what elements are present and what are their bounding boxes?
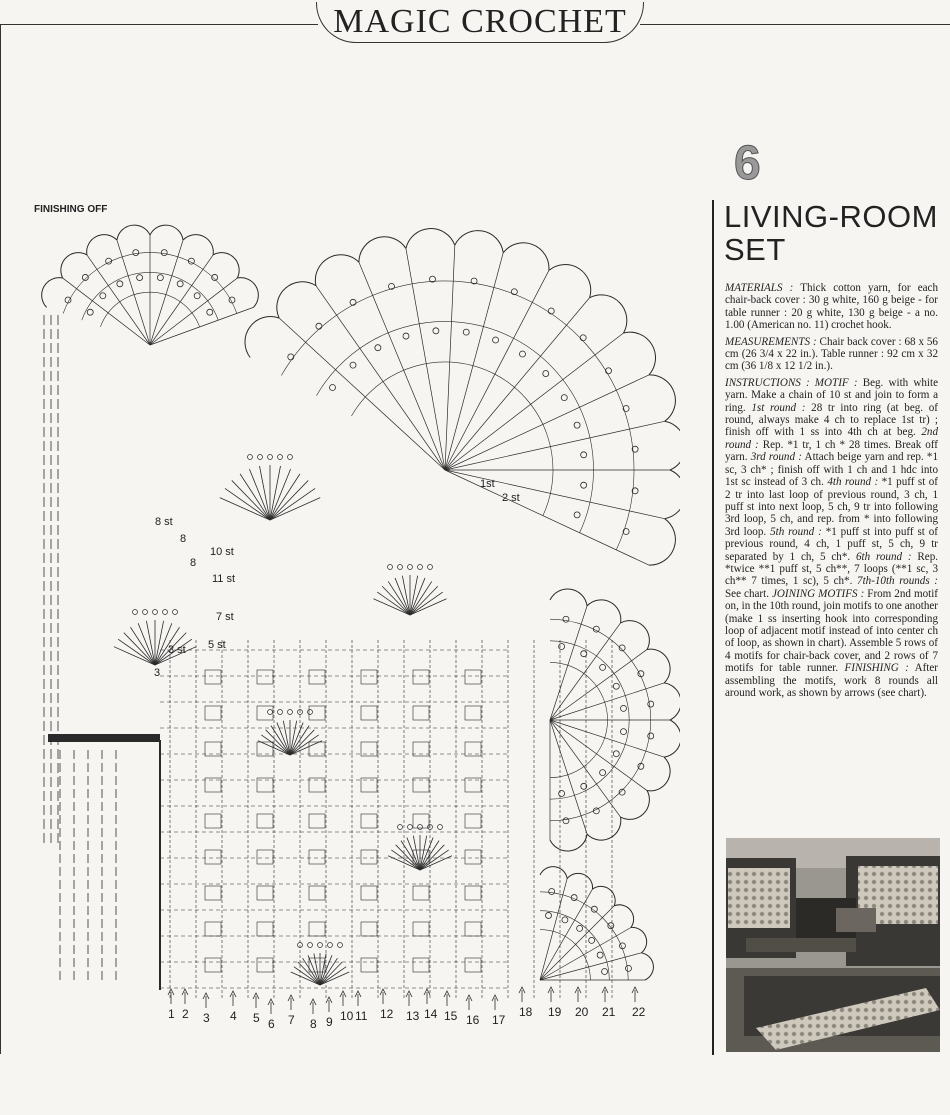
top-left-fan-loop — [137, 275, 143, 281]
top-left-fan-spoke — [150, 307, 253, 345]
crochet-chart — [40, 220, 680, 1040]
top-left-fan-loop — [161, 250, 167, 256]
ladder-block — [205, 958, 221, 972]
column-number: 6 — [268, 1017, 275, 1031]
column-number: 10 — [340, 1009, 354, 1023]
right-fan-bottom-loop — [562, 917, 568, 923]
column-number: 18 — [519, 1005, 533, 1019]
pineapple-center-loop — [428, 565, 433, 570]
top-left-fan-scallop — [61, 253, 87, 278]
round6-label: 6th round : — [855, 550, 912, 563]
top-left-fan-loop — [194, 293, 200, 299]
stitch-count-label: 3 — [154, 667, 161, 679]
materials-text: Thick cotton yarn, for each chair-back cover : 30 g white, 160 g beige - for table runner : 20 g white, 130 g beige - a no. 1.00 (American no. 11) crochet hook. — [725, 282, 939, 332]
large-fan-scallop — [245, 317, 279, 358]
ladder-block — [257, 958, 273, 972]
large-fan-loop — [574, 512, 580, 518]
pineapple-center-loop — [398, 565, 403, 570]
top-left-fan-scallop — [183, 235, 213, 255]
right-fan-bottom-scallop — [614, 905, 633, 928]
pineapple-lower-loop — [418, 825, 423, 830]
right-fan-bottom-spoke — [540, 889, 593, 980]
large-fan-loop — [330, 385, 336, 391]
ladder-block — [257, 850, 273, 864]
section-title-line2: SET — [724, 232, 786, 267]
large-fan-scallop — [624, 332, 656, 375]
ladder-block — [205, 922, 221, 936]
ladder-block — [309, 850, 325, 864]
instructions-paragraph — [725, 377, 938, 700]
right-fan-middle-spoke — [550, 720, 621, 817]
right-fan-middle-loop — [600, 770, 606, 776]
column-number: 21 — [602, 1005, 616, 1019]
round1-text: 28 tr into ring (at beg. of round, always make 4 ch to replace 1st tr) ; finish off with 1 ss into 4th ch at beg. — [725, 401, 938, 439]
ladder-block — [205, 814, 221, 828]
top-left-fan-loop — [207, 309, 213, 315]
ladder-block — [205, 850, 221, 864]
round4-text: *1 puff st of 2 tr into last loop of previous round, 3 ch, 1 puff st into next loop, 5 ch, 9 tr into following 3rd loop, 5 ch, and rep. from * into following 3rd loop. — [725, 476, 938, 538]
large-fan-scallop — [503, 243, 549, 271]
ladder-block — [309, 814, 325, 828]
right-fan-middle-loop — [620, 705, 626, 711]
materials-paragraph — [725, 282, 938, 332]
column-number: 12 — [380, 1007, 394, 1021]
stitch-count-label: 3 st — [168, 644, 186, 656]
pineapple-left-loop — [133, 610, 138, 615]
crochet-chart-diagram — [40, 220, 680, 1040]
ladder-block — [413, 670, 429, 684]
pineapple-mid-loop — [308, 710, 313, 715]
column-number: 11 — [355, 1009, 368, 1023]
ladder-block — [257, 886, 273, 900]
pineapple-center-loop — [418, 565, 423, 570]
column-number: 3 — [203, 1011, 210, 1025]
large-fan-loop — [375, 345, 381, 351]
right-fan-middle-loop — [563, 616, 569, 622]
header-rule-left — [0, 24, 318, 25]
large-fan-loop — [350, 362, 356, 368]
column-rule — [712, 200, 714, 1055]
right-fan-bottom-loop — [577, 925, 583, 931]
stitch-count-label: 1st — [480, 478, 495, 490]
large-fan-spoke — [445, 253, 503, 470]
top-left-fan-spoke — [87, 255, 150, 345]
header-rule-right — [640, 24, 950, 25]
right-fan-bottom-scallop — [641, 953, 653, 980]
pineapple-lower-stitch — [420, 845, 444, 870]
top-left-fan-loop — [100, 293, 106, 299]
pineapple-top-loop — [288, 455, 293, 460]
pineapple-mid-stitch — [266, 730, 290, 755]
pineapple-lower-loop — [438, 825, 443, 830]
right-fan-bottom-loop — [549, 889, 555, 895]
column-number: 8 — [310, 1017, 317, 1031]
large-fan-loop — [581, 482, 587, 488]
top-left-fan-loop — [133, 250, 139, 256]
column-number: 13 — [406, 1009, 420, 1023]
large-fan-spoke — [445, 421, 665, 470]
right-fan-middle-scallop — [621, 791, 650, 820]
stitch-count-label: 11 st — [212, 573, 236, 585]
section-number: 6 — [734, 137, 761, 190]
joining-text: From 2nd motif on, in the 10th round, join motifs to one another (make 1 ss inserting hook into corresponding loop of adjacent motif instead of into center ch of loop, as shown in chart). Assemble 5 rows of 4 motifs for chair-back cover, and 2 rows of 7 motifs for table runner. — [725, 587, 938, 675]
pineapple-top-loop — [258, 455, 263, 460]
ladder-block — [257, 814, 273, 828]
right-fan-middle-scallop — [647, 757, 670, 791]
page-border-left — [0, 24, 1, 1054]
column-number: 19 — [548, 1005, 562, 1019]
magazine-title: MAGIC CROCHET — [316, 2, 644, 43]
ladder-block — [309, 670, 325, 684]
pineapple-mid-loop — [288, 710, 293, 715]
column-number: 22 — [632, 1005, 646, 1019]
right-fan-bottom-loop — [597, 952, 603, 958]
photo-illustration — [726, 838, 940, 1052]
instructions-label: INSTRUCTIONS : MOTIF : — [725, 376, 858, 389]
section-title-line1: LIVING-ROOM — [724, 199, 938, 234]
right-fan-middle-loop — [620, 729, 626, 735]
stitch-count-label: 8 st — [155, 516, 173, 528]
right-fan-middle-loop — [648, 701, 654, 707]
chart-label: FINISHING OFF — [34, 204, 108, 215]
pineapple-bottom-loop — [338, 943, 343, 948]
ladder-block — [465, 886, 481, 900]
large-fan-loop — [574, 422, 580, 428]
pineapple-lower-loop — [408, 825, 413, 830]
pineapple-center-stitch — [382, 586, 410, 615]
pineapple-left-loop — [173, 610, 178, 615]
round6-text: Rep. *twice **1 puff st, 5 ch**, 7 loops (**1 sc, 3 ch** 7 times, 1 sc), 5 ch*. — [725, 550, 939, 588]
measurements-text: Chair back cover : 68 x 56 cm (26 3/4 x 22 in.). Table runner : 92 cm x 32 cm (36 1/8 x 12 1/2 in.). — [725, 335, 938, 373]
large-fan-loop — [493, 337, 499, 343]
right-fan-middle-scallop — [550, 589, 587, 606]
right-fan-middle-scallop — [664, 683, 680, 720]
finishing-text: After assembling the motifs, work 8 rounds all around work, as shown by arrows (see chart). — [725, 662, 938, 699]
large-fan-scallop — [665, 470, 680, 519]
pineapple-left-loop — [163, 610, 168, 615]
large-fan-spoke — [445, 333, 624, 470]
column-number: 5 — [253, 1011, 260, 1025]
large-fan-spoke — [445, 375, 649, 470]
right-fan-middle-scallop — [664, 720, 680, 757]
right-fan-middle-loop — [613, 751, 619, 757]
ladder-block — [361, 670, 377, 684]
large-fan-loop — [520, 351, 526, 357]
large-fan-spoke — [445, 270, 549, 470]
pineapple-bottom-loop — [308, 943, 313, 948]
top-left-fan-scallop — [237, 278, 258, 308]
large-fan-spoke — [445, 470, 649, 565]
stitch-count-label: 2 st — [502, 492, 520, 504]
ladder-block — [413, 886, 429, 900]
column-number: 15 — [444, 1009, 458, 1023]
pineapple-bottom-loop — [328, 943, 333, 948]
column-number: 20 — [575, 1005, 589, 1019]
pineapple-top-loop — [248, 455, 253, 460]
top-left-fan-scallop — [213, 253, 239, 278]
large-fan-loop — [316, 323, 322, 329]
large-fan-scallop — [359, 237, 406, 262]
large-fan-spoke — [406, 248, 445, 470]
column-number: 2 — [182, 1007, 189, 1021]
large-fan-loop — [548, 308, 554, 314]
top-left-fan-scallop — [117, 225, 150, 240]
section-title — [724, 200, 944, 266]
large-fan-ring — [281, 281, 634, 550]
ladder-block — [309, 886, 325, 900]
right-fan-middle-loop — [648, 733, 654, 739]
measurements-paragraph — [725, 336, 938, 373]
top-left-fan-loop — [177, 281, 183, 287]
ladder-block — [465, 958, 481, 972]
pineapple-mid-loop — [278, 710, 283, 715]
column-number: 9 — [326, 1015, 333, 1029]
top-left-fan-spoke — [63, 278, 150, 345]
round3-label: 3rd round : — [750, 451, 802, 464]
large-fan-scallop — [406, 229, 455, 249]
pineapple-mid-stitch — [290, 730, 314, 755]
top-left-fan-loop — [87, 309, 93, 315]
large-fan-ring — [316, 321, 593, 532]
ladder-block — [257, 706, 273, 720]
right-fan-bottom-loop — [545, 912, 551, 918]
round2-text: Rep. *1 tr, 1 ch * 28 times. Break off yarn. — [725, 438, 938, 464]
top-left-fan-spoke — [150, 278, 237, 345]
top-left-fan-spoke — [150, 255, 213, 345]
round5-label: 5th round : — [770, 525, 822, 538]
ladder-block — [361, 922, 377, 936]
right-fan-middle-spoke — [550, 649, 647, 720]
right-fan-middle-spoke — [550, 623, 621, 720]
right-fan-middle-loop — [559, 790, 565, 796]
ladder-block — [205, 886, 221, 900]
right-fan-middle-spoke — [550, 720, 647, 791]
right-fan-bottom-spoke — [540, 928, 631, 981]
large-fan-loop — [543, 371, 549, 377]
large-fan-spoke — [445, 470, 665, 519]
round3-text: Attach beige yarn and rep. *1 sc, 3 ch* ; finish off with 1 ch and 1 hdc into 1st sc instead of 3 ch. — [725, 451, 939, 489]
pineapple-lower-stitch — [396, 845, 420, 870]
instructions-text — [725, 282, 938, 703]
top-left-fan-loop — [212, 274, 218, 280]
ladder-block — [361, 958, 377, 972]
pineapple-top-loop — [278, 455, 283, 460]
pineapple-center-loop — [408, 565, 413, 570]
column-number: 14 — [424, 1007, 438, 1021]
ladder-block — [465, 850, 481, 864]
right-fan-bottom-scallop — [540, 867, 567, 879]
column-number: 16 — [466, 1013, 480, 1027]
stitch-count-label: 7 st — [216, 611, 234, 623]
right-fan-bottom-loop — [602, 969, 608, 975]
large-fan-scallop — [549, 265, 591, 298]
top-left-fan-scallop — [87, 235, 117, 255]
column-number: 4 — [230, 1009, 237, 1023]
ladder-block — [205, 670, 221, 684]
column-number: 1 — [168, 1007, 175, 1021]
materials-label: MATERIALS : — [725, 282, 794, 294]
top-left-fan-loop — [117, 281, 123, 287]
pineapple-left-stitch — [124, 633, 155, 665]
ladder-block — [413, 922, 429, 936]
right-fan-bottom-scallop — [631, 927, 647, 952]
top-left-fan-loop — [157, 275, 163, 281]
large-fan-scallop — [649, 375, 676, 421]
finishing-label: FINISHING : — [844, 662, 909, 675]
large-fan-loop — [403, 333, 409, 339]
large-fan-scallop — [315, 255, 359, 286]
round4-label: 4th round : — [827, 476, 879, 489]
large-fan-scallop — [455, 231, 503, 253]
pineapple-top-loop — [268, 455, 273, 460]
right-fan-middle-scallop — [550, 834, 587, 851]
stitch-count-label: 5 st — [208, 639, 226, 651]
ladder-block — [465, 706, 481, 720]
pineapple-bottom-loop — [318, 943, 323, 948]
joining-label: JOINING MOTIFS : — [771, 587, 865, 600]
large-fan-loop — [561, 395, 567, 401]
large-fan-spoke — [445, 298, 590, 470]
large-fan-loop — [581, 452, 587, 458]
large-fan-loop — [288, 354, 294, 360]
instructions-intro: Beg. with white yarn. Make a chain of 10 st and join to form a ring. — [725, 376, 938, 414]
right-fan-middle-loop — [600, 664, 606, 670]
right-fan-middle-loop — [613, 683, 619, 689]
round7-label: 7th-10th rounds : — [857, 575, 938, 588]
pineapple-bottom-stitch — [320, 962, 342, 985]
ladder-block — [413, 706, 429, 720]
right-fan-bottom-loop — [625, 965, 631, 971]
ladder-block — [413, 850, 429, 864]
large-fan-loop — [433, 328, 439, 334]
top-left-fan-scallop — [42, 278, 63, 308]
pineapple-top-stitch — [270, 480, 308, 520]
ladder-block — [257, 922, 273, 936]
top-left-fan-scallop — [150, 225, 183, 240]
right-fan-bottom-scallop — [567, 873, 592, 889]
pineapple-center-stitch — [410, 586, 438, 615]
ladder-block — [465, 670, 481, 684]
stitch-count-label: 10 st — [210, 546, 234, 558]
pineapple-mid-loop — [268, 710, 273, 715]
edging-band — [48, 734, 160, 742]
round2-label: 2nd round : — [725, 426, 938, 451]
round7-text: See chart. — [725, 587, 772, 600]
column-number: 17 — [492, 1013, 506, 1027]
top-left-fan-loop — [82, 274, 88, 280]
column-number: 7 — [288, 1013, 295, 1027]
ladder-block — [465, 814, 481, 828]
large-fan-scallop — [665, 421, 680, 470]
ladder-block — [413, 814, 429, 828]
right-fan-middle-scallop — [587, 817, 621, 840]
large-fan-spoke — [279, 318, 445, 470]
large-fan-loop — [463, 329, 469, 335]
ladder-block — [309, 706, 325, 720]
large-fan-loop — [606, 368, 612, 374]
large-fan-scallop — [649, 519, 676, 565]
ladder-block — [257, 670, 273, 684]
right-fan-bottom-loop — [589, 937, 595, 943]
right-fan-middle-scallop — [587, 600, 621, 623]
ladder-block — [361, 850, 377, 864]
pineapple-center-loop — [388, 565, 393, 570]
ladder-block — [361, 886, 377, 900]
right-fan-middle-scallop — [621, 621, 650, 650]
pineapple-lower-loop — [398, 825, 403, 830]
large-fan-scallop — [277, 282, 316, 318]
right-fan-middle-loop — [563, 818, 569, 824]
right-fan-middle-loop — [559, 644, 565, 650]
ladder-block — [361, 814, 377, 828]
ladder-block — [465, 922, 481, 936]
pineapple-left-loop — [143, 610, 148, 615]
large-fan-scallop — [590, 295, 627, 333]
large-fan-ring — [351, 362, 553, 516]
stitch-count-label: 8 — [180, 533, 187, 545]
stitch-count-label: 8 — [190, 557, 197, 569]
round1-label: 1st round : — [751, 401, 806, 414]
large-fan-spoke — [445, 245, 455, 470]
measurements-label: MEASUREMENTS : — [725, 335, 817, 348]
large-fan-loop — [580, 335, 586, 341]
ladder-block — [361, 706, 377, 720]
ladder-block — [205, 706, 221, 720]
large-fan-loop — [350, 299, 356, 305]
right-fan-middle-scallop — [647, 649, 670, 683]
ladder-block — [413, 958, 429, 972]
ladder-block — [309, 922, 325, 936]
pineapple-top-stitch — [232, 480, 270, 520]
crochet-chair-covers-photo — [726, 838, 940, 1052]
pineapple-left-loop — [153, 610, 158, 615]
round5-text: *1 puff st into puff st of previous round, 4 ch, 1 puff st, 5 ch, 9 tr separated by 1 ch, 5 ch*. — [725, 525, 938, 563]
